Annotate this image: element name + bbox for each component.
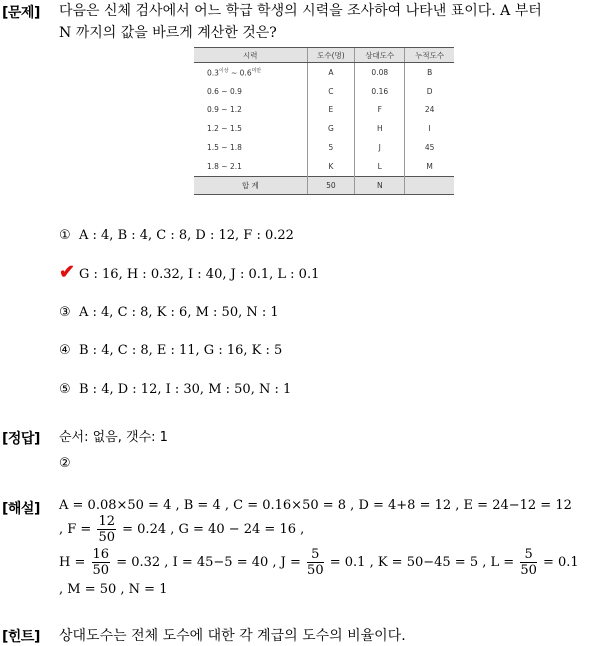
option-marker: ④ [59, 343, 71, 358]
answer-line-2: ② [59, 456, 71, 471]
option-marker: ① [59, 228, 71, 243]
table-cell: 0.08 [355, 63, 405, 82]
fraction-denominator: 50 [98, 530, 115, 545]
table-cell: $0.3^{이상}$ ~ $0.6^{미만}$ [207, 68, 262, 78]
table-cell: 0.16 [355, 82, 405, 101]
fraction-numerator: 5 [307, 547, 324, 563]
table-row [194, 63, 454, 82]
question-line-1: 다음은 신체 검사에서 어느 학급 학생의 시력을 조사하여 나타낸 표이다. A 부터 [59, 3, 542, 19]
hint-text: 상대도수는 전체 도수에 대한 각 계급의 도수의 비율이다. [59, 628, 406, 644]
table-row [194, 138, 454, 157]
explanation-h-mid: = 0.32 , I = 45−5 = 40 , J = [116, 555, 301, 570]
table-cell: 1.2 ~ 1.5 [207, 124, 242, 134]
table-header-cell: 상대도수 [355, 48, 405, 63]
option-text: A : 4, B : 4, C : 8, D : 12, F : 0.22 [79, 228, 294, 243]
option-2[interactable] [59, 261, 320, 283]
hint-tag: [힌트] [2, 629, 40, 645]
table-cell: 50 [307, 176, 355, 194]
option-text: A : 4, C : 8, K : 6, M : 50, N : 1 [79, 305, 279, 320]
fraction-f [97, 514, 116, 545]
question-text [59, 0, 588, 44]
explanation-line-3 [59, 547, 579, 578]
fraction-j [307, 547, 324, 578]
explanation-h-prefix: H = [59, 555, 86, 570]
table-cell: 1.5 ~ 1.8 [207, 143, 242, 153]
explanation-line-1: A = 0.08×50 = 4 , B = 4 , C = 0.16×50 = 8 , D = 4+8 = 12 , E = 24−12 = 12 [59, 498, 572, 513]
table-cell: E [307, 101, 355, 120]
fraction-l [520, 547, 537, 578]
fraction-denominator: 50 [307, 563, 324, 578]
table-cell: F [355, 101, 405, 120]
table-row [194, 82, 454, 101]
explanation-f-prefix: , F = [59, 522, 92, 537]
option-3[interactable] [59, 305, 279, 320]
frequency-table [194, 47, 454, 195]
fraction-denominator: 50 [520, 563, 537, 578]
explanation-tag: [해설] [2, 501, 40, 517]
table-cell: L [355, 157, 405, 176]
table-cell: I [405, 119, 454, 138]
table-cell: 1.8 ~ 2.1 [207, 161, 242, 171]
table-cell: 24 [405, 101, 454, 120]
explanation-line-2 [59, 514, 304, 545]
fraction-h [92, 547, 111, 578]
table-cell: M [405, 157, 454, 176]
table-cell: 합 계 [194, 176, 307, 194]
table-header-cell: 누적도수 [405, 48, 454, 63]
option-5[interactable] [59, 382, 291, 397]
question-line-2: N 까지의 값을 바르게 계산한 것은? [59, 25, 277, 41]
table-cell: 0.6 ~ 0.9 [207, 86, 242, 96]
fraction-numerator: 5 [520, 547, 537, 563]
question-tag: [문제] [2, 5, 40, 21]
table-cell: G [307, 119, 355, 138]
table-header-row [194, 48, 454, 63]
table-cell: C [307, 82, 355, 101]
checkmark-icon: ✔ [59, 261, 75, 283]
table-cell: A [307, 63, 355, 82]
option-text: B : 4, C : 8, E : 11, G : 16, K : 5 [79, 343, 283, 358]
table-header-cell: 시력 [194, 48, 307, 63]
table-row [194, 119, 454, 138]
table-cell: 5 [307, 138, 355, 157]
table-total-row [194, 176, 454, 194]
option-marker: ⑤ [59, 382, 71, 397]
fraction-denominator: 50 [92, 563, 110, 578]
explanation-f-suffix: = 0.24 , G = 40 − 24 = 16 , [122, 522, 305, 537]
option-4[interactable] [59, 343, 282, 358]
table-cell: 45 [405, 138, 454, 157]
option-marker: ③ [59, 305, 71, 320]
option-text: B : 4, D : 12, I : 30, M : 50, N : 1 [79, 382, 292, 397]
answer-text [59, 425, 588, 477]
table-row [194, 157, 454, 176]
explanation-l-suffix: = 0.1 [543, 555, 579, 570]
table-row [194, 101, 454, 120]
option-1[interactable] [59, 228, 294, 243]
answer-line-1: 순서: 없음, 갯수: 1 [59, 430, 168, 445]
table-cell: B [405, 63, 454, 82]
table-cell: 0.9 ~ 1.2 [207, 105, 242, 115]
table-cell [405, 176, 454, 194]
answer-tag: [정답] [2, 431, 40, 447]
table-cell: D [405, 82, 454, 101]
explanation-j-mid: = 0.1 , K = 50−45 = 5 , L = [329, 555, 515, 570]
explanation-line-4: , M = 50 , N = 1 [59, 582, 168, 597]
table-header-cell: 도수(명) [307, 48, 355, 63]
table-cell: J [355, 138, 405, 157]
option-text: G : 16, H : 0.32, I : 40, J : 0.1, L : 0.1 [79, 267, 320, 282]
fraction-numerator: 12 [98, 514, 115, 529]
table-cell: K [307, 157, 355, 176]
table-cell: H [355, 119, 405, 138]
table-cell: N [355, 176, 405, 194]
fraction-numerator: 16 [92, 547, 110, 562]
